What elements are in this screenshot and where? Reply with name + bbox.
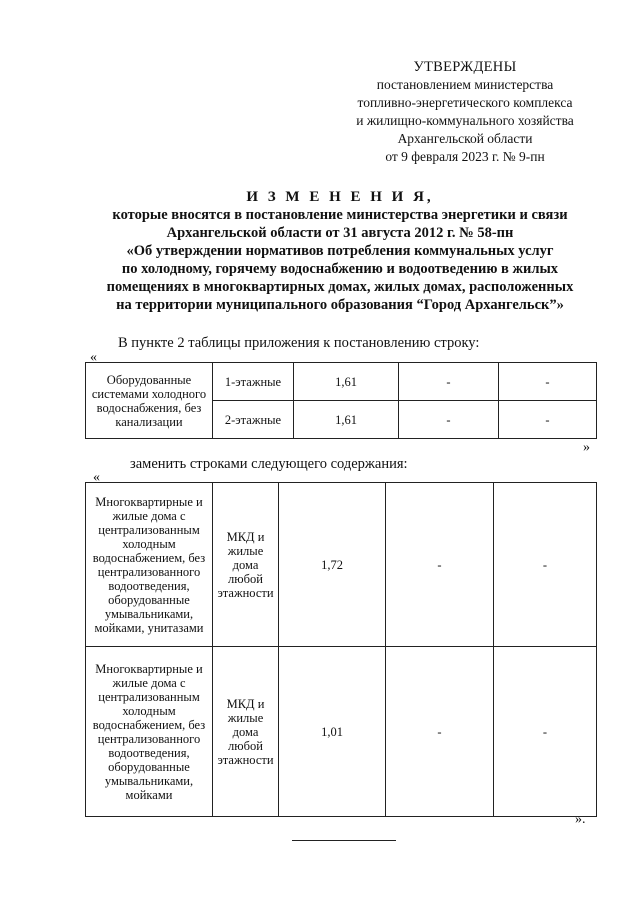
- document-title: [70, 188, 610, 314]
- title-line: на территории муниципального образования “Город Архангельск”»: [116, 297, 564, 313]
- floors-cell: 2-этажные: [213, 401, 294, 439]
- dash-cell: -: [494, 483, 597, 647]
- approval-line: Архангельской области: [397, 131, 533, 146]
- title-line: по холодному, горячему водоснабжению и водоотведению в жилых: [121, 261, 559, 277]
- old-rows-table: [85, 362, 597, 439]
- title-line: «Об утверждении нормативов потребления коммунальных услуг: [126, 243, 554, 259]
- table-row: [86, 363, 597, 401]
- quote-close-1: »: [583, 440, 590, 455]
- intro-paragraph: В пункте 2 таблицы приложения к постановлению строку:: [118, 335, 480, 351]
- approval-line: от 9 февраля 2023 г. № 9-пн: [385, 149, 545, 164]
- table-row: [86, 647, 597, 817]
- value-cell: 1,61: [294, 363, 399, 401]
- dash-cell: -: [494, 647, 597, 817]
- floors-cell: 1-этажные: [213, 363, 294, 401]
- title-heading: И З М Е Н Е Н И Я,: [246, 189, 434, 205]
- title-line: Архангельской области от 31 августа 2012 г. № 58-пн: [166, 225, 514, 241]
- quote-open-2: «: [93, 470, 100, 485]
- table-row: [86, 483, 597, 647]
- title-line: которые вносятся в постановление министерства энергетики и связи: [112, 207, 568, 223]
- dash-cell: -: [399, 401, 499, 439]
- category-cell: Многоквартирные и жилые дома с централизованным холодным водоснабжением, без централизованного водоотведения, оборудованные умывальниками, мойками: [86, 647, 213, 817]
- replace-paragraph: заменить строками следующего содержания:: [130, 456, 408, 472]
- dash-cell: -: [386, 647, 494, 817]
- approval-heading: УТВЕРЖДЕНЫ: [413, 59, 517, 75]
- floors-cell: МКД и жилые дома любой этажности: [213, 483, 279, 647]
- approval-block: [300, 58, 630, 166]
- value-cell: 1,72: [279, 483, 386, 647]
- category-cell: Многоквартирные и жилые дома с централизованным холодным водоснабжением, без централизованного водоотведения, оборудованные умывальниками, мойками, унитазами: [86, 483, 213, 647]
- value-cell: 1,61: [294, 401, 399, 439]
- new-rows-table: [85, 482, 597, 817]
- approval-line: постановлением министерства: [376, 77, 554, 92]
- value-cell: 1,01: [279, 647, 386, 817]
- dash-cell: -: [499, 363, 597, 401]
- dash-cell: -: [386, 483, 494, 647]
- footer-divider: [292, 840, 396, 841]
- floors-cell: МКД и жилые дома любой этажности: [213, 647, 279, 817]
- quote-open-1: «: [90, 350, 97, 365]
- approval-line: и жилищно-коммунального хозяйства: [356, 113, 574, 128]
- quote-close-2: ».: [575, 812, 586, 827]
- approval-line: топливно-энергетического комплекса: [357, 95, 573, 110]
- title-line: помещениях в многоквартирных домах, жилых домах, расположенных: [106, 279, 574, 295]
- dash-cell: -: [399, 363, 499, 401]
- dash-cell: -: [499, 401, 597, 439]
- category-cell: Оборудованные системами холодного водоснабжения, без канализации: [86, 363, 213, 439]
